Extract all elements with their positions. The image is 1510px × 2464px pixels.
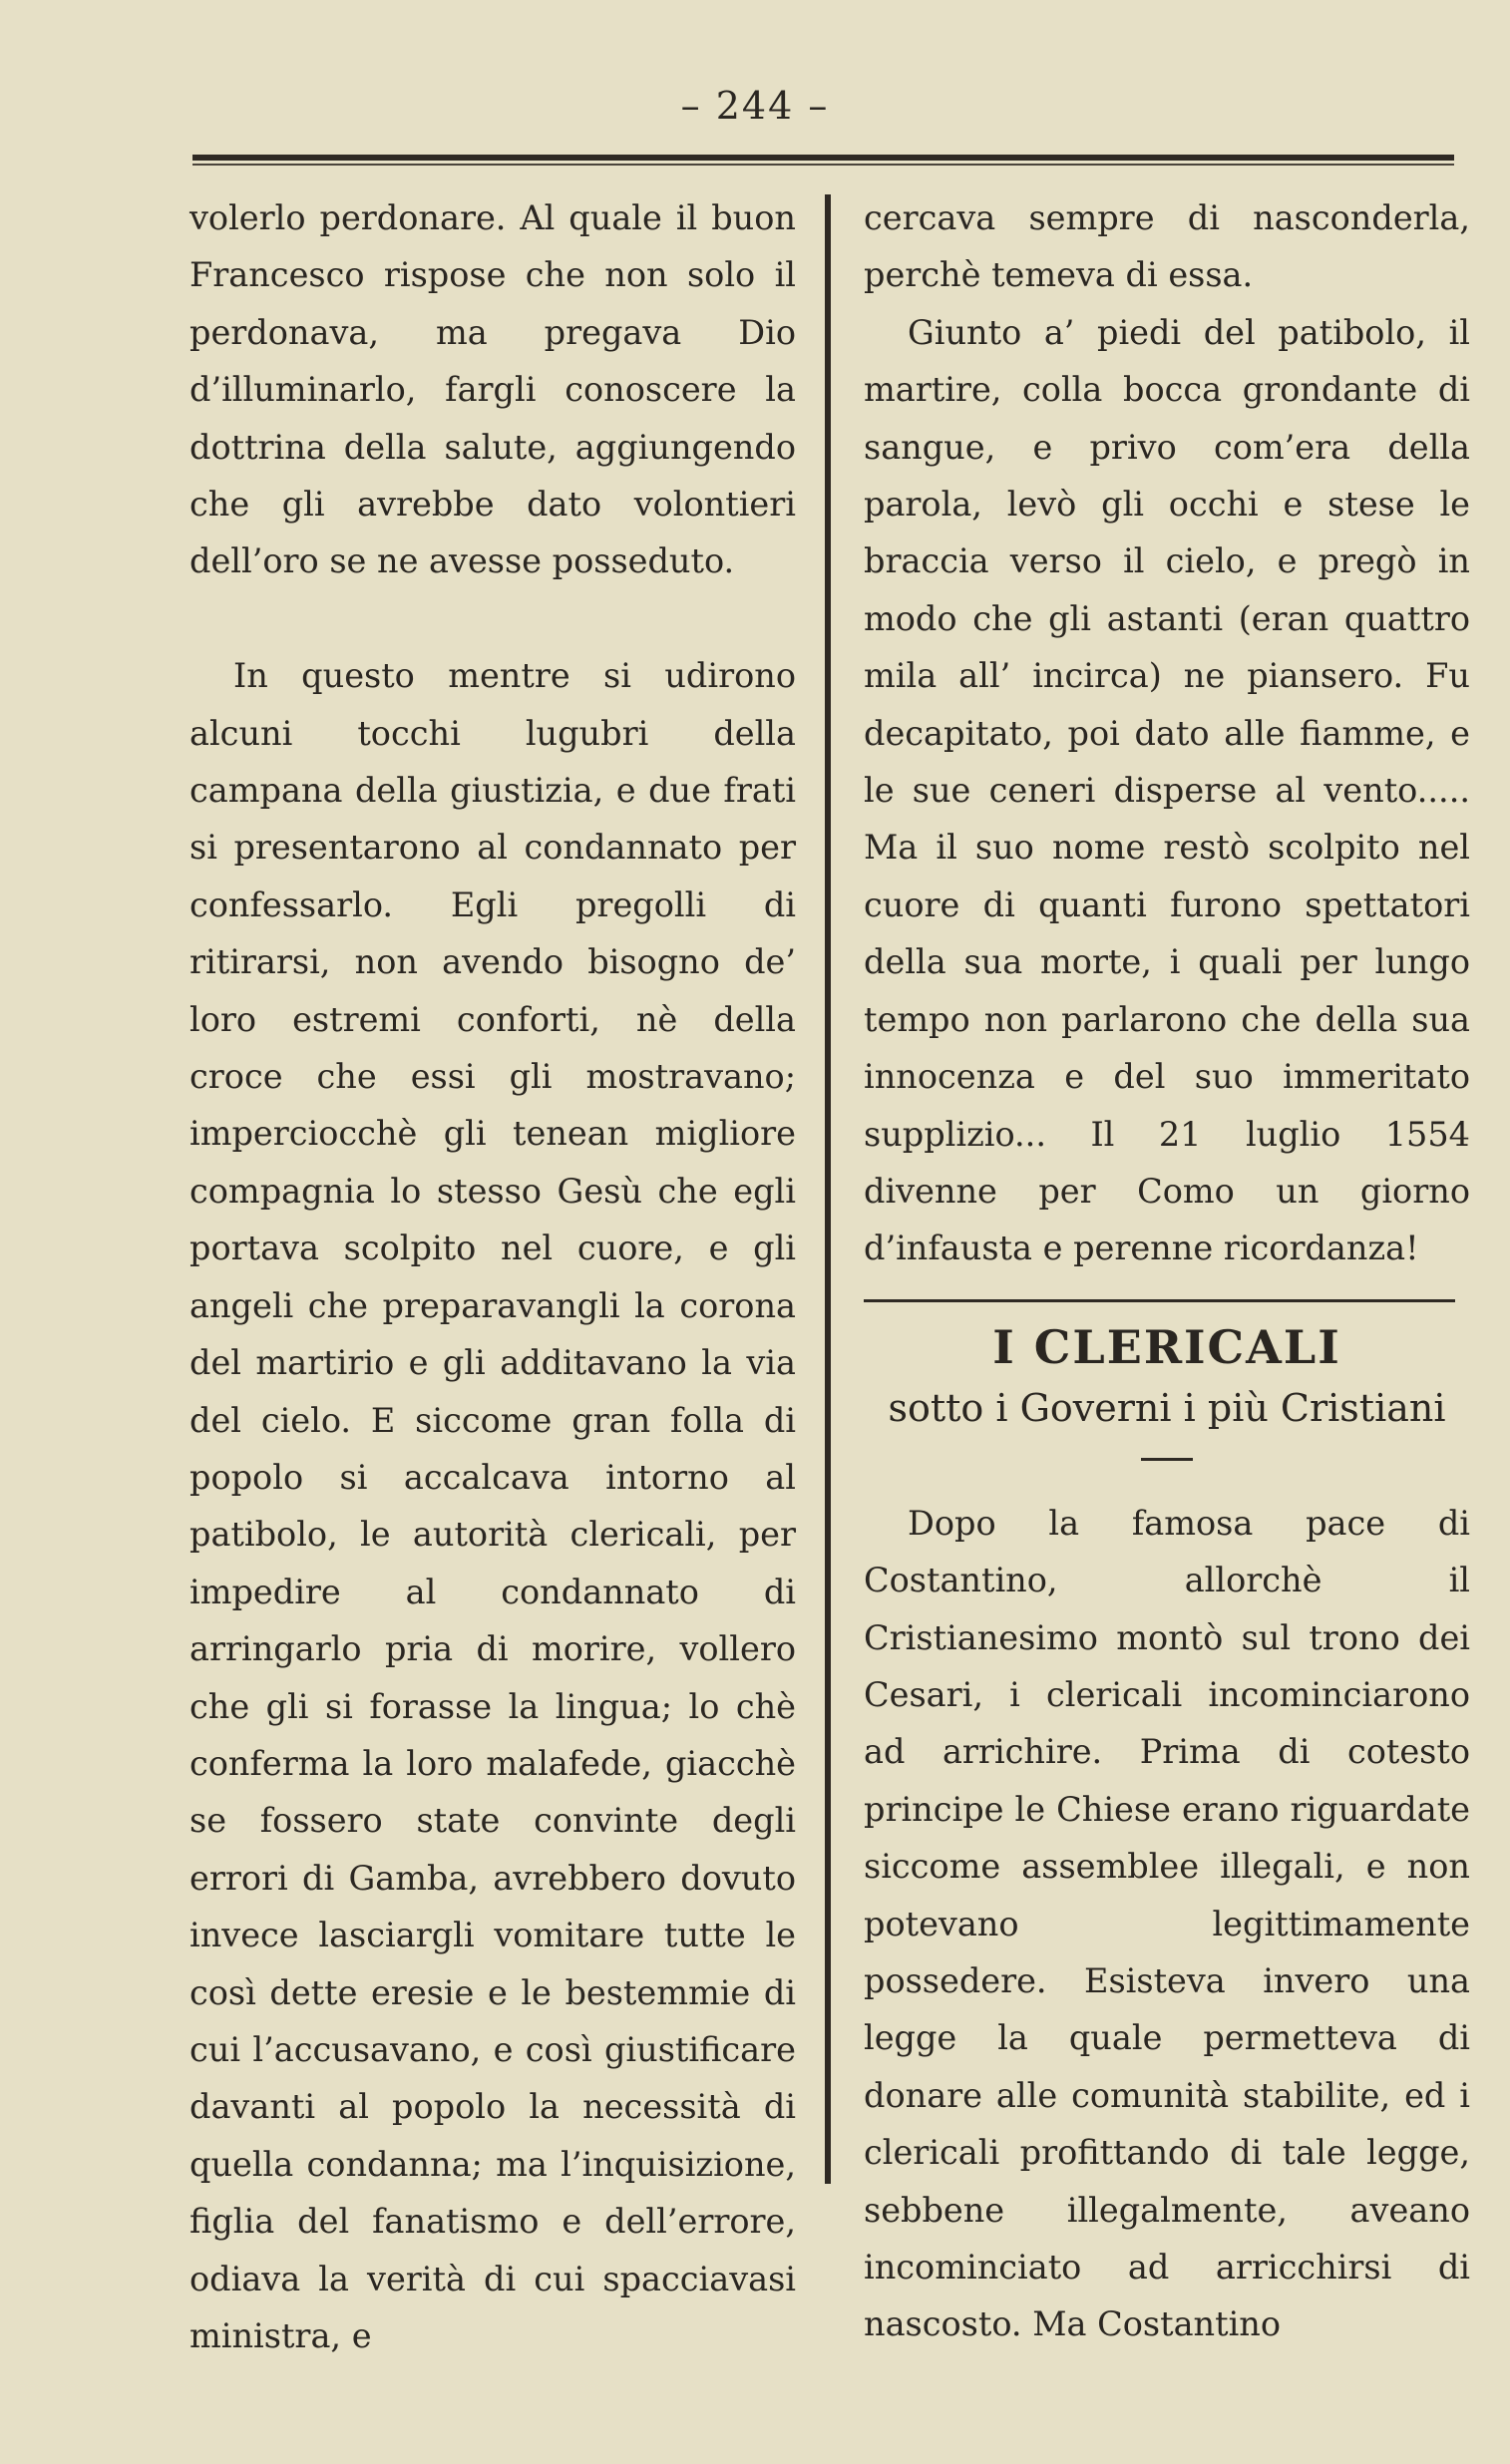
page-number: – 244 – [680, 84, 830, 128]
section-rule [864, 1299, 1455, 1302]
paragraph: Giunto a’ piedi del patibolo, il martire, colla bocca grondante di sangue, e privo com’era della parola, levò gli occhi e stese le braccia verso il cielo, e pregò in modo che gli astanti (eran quattro mila all’ incirca) ne piansero. Fu decapitato, poi dato alle fiamme, e le sue ceneri disperse al vento..... Ma il suo nome restò scolpito nel cuore di quanti furono spettatori della sua morte, i quali per lungo tempo non parlarono che della sua innocenza e del suo immeritato supplizio... Il 21 luglio 1554 divenne per Como un giorno d’infausta e perenne ricordanza! [864, 312, 1470, 1268]
paragraph: cercava sempre di nasconderla, perchè temeva di essa. [864, 198, 1470, 295]
right-column [864, 189, 1470, 2353]
section-short-rule [1141, 1458, 1193, 1461]
section-subtitle: sotto i Governi i più Cristiani [888, 1385, 1446, 1430]
paragraph: volerlo perdonare. Al quale il buon Francesco rispose che non solo il perdonava, ma pregava Dio d’illuminarlo, fargli conoscere la dottrina della salute, aggiungendo che gli avrebbe dato volontieri dell’oro se ne avesse posseduto. [189, 198, 796, 581]
header-rule [192, 155, 1454, 161]
paragraph: Dopo la famosa pace di Costantino, allorchè il Cristianesimo montò sul trono dei Cesari, i clericali incominciarono ad arrichire. Prima di cotesto principe le Chiese erano riguardate siccome assemblee illegali, e non potevano legittimamente possedere. Esisteva invero una legge la quale permetteva di donare alle comunità stabilite, ed i clericali profittando di tale legge, sebbene illegalmente, aveano incominciato ad arricchirsi di nascosto. Ma Costantino [864, 1503, 1470, 2344]
left-column [189, 189, 796, 2364]
column-divider [825, 194, 831, 2184]
section-title: I CLERICALI [992, 1319, 1341, 1374]
paragraph: In questo mentre si udirono alcuni tocchi lugubri della campana della giustizia, e due frati si presentarono al condannato per confessarlo. Egli pregolli di ritirarsi, non avendo bisogno de’ loro estremi conforti, nè della croce che essi gli mostravano; imperciocchè gli tenean migliore compagnia lo stesso Gesù che egli portava scolpito nel cuore, e gli angeli che preparavangli la corona del martirio e gli additavano la via del cielo. E siccome gran folla di popolo si accalcava intorno al patibolo, le autorità clericali, per impedire al condannato di arringarlo pria di morire, vollero che gli si forasse la lingua; lo chè conferma la loro malafede, giacchè se fossero state convinte degli errori di Gamba, avrebbero dovuto invece lasciargli vomitare tutte le così dette eresie e le bestemmie di cui l’accusavano, e così giustificare davanti al popolo la necessità di quella condanna; ma l’inquisizione, figlia del fanatismo e dell’errore, odiava la verità di cui spacciavasi ministra, e [189, 656, 796, 2356]
paragraph-gap [189, 590, 796, 647]
